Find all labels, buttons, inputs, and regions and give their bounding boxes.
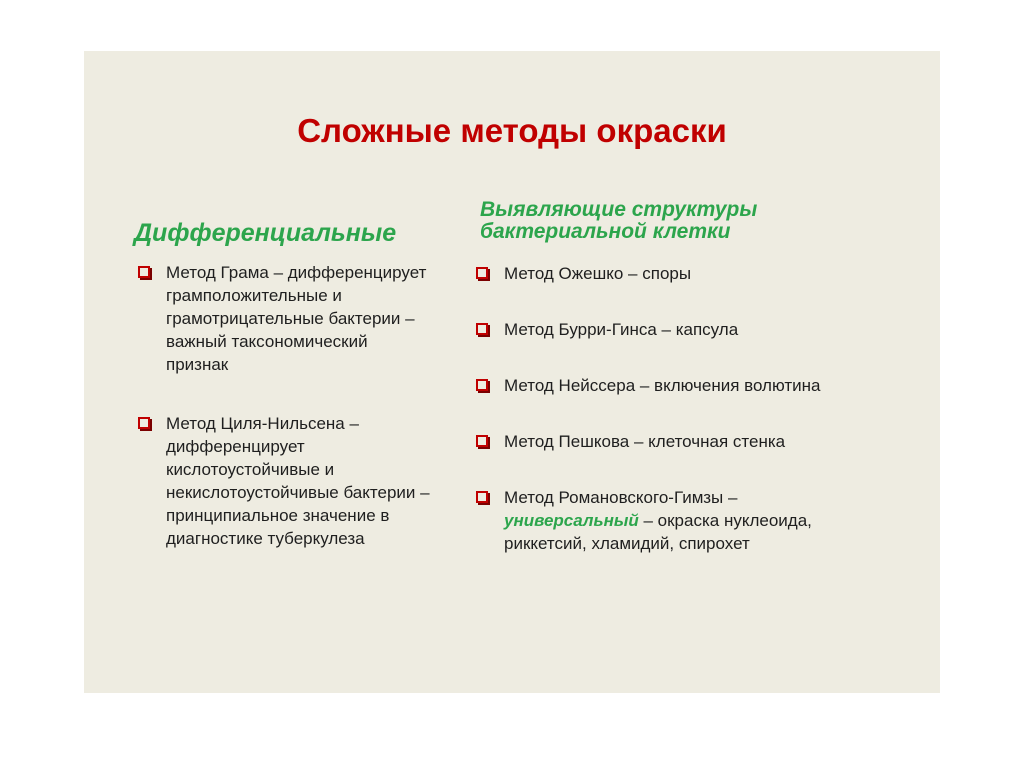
list-item-text: Метод Грама – дифференцирует грамположительные и грамотрицательные бактерии – важный таксономический признак [166, 263, 427, 374]
right-heading-line-1: Выявляющие структуры [480, 198, 758, 221]
left-method-list [134, 261, 434, 550]
list-item-gram [134, 261, 434, 376]
list-item-text-after: – окраска нуклеоида, риккетсий, хламидий, спирохет [504, 511, 812, 553]
list-item-ozheshko [472, 262, 912, 285]
list-item-ziehl-neelsen [134, 412, 434, 550]
right-column-heading [480, 199, 757, 243]
list-item-text-before: Метод Романовского-Гимзы – [504, 488, 738, 507]
checkbox-bullet-icon [138, 266, 150, 278]
left-column-heading: Дифференциальные [134, 219, 397, 247]
checkbox-bullet-icon [476, 267, 488, 279]
list-item-text: Метод Пешкова – клеточная стенка [504, 432, 786, 451]
slide [84, 51, 940, 693]
list-item-neisser [472, 374, 912, 397]
list-item-peshkov [472, 430, 912, 453]
checkbox-bullet-icon [476, 379, 488, 391]
right-heading-line-2: бактериальной клетки [480, 220, 731, 243]
slide-title: Сложные методы окраски [297, 112, 727, 149]
list-item-text: Метод Бурри-Гинса – капсула [504, 320, 739, 339]
universal-highlight: универсальный [504, 511, 639, 530]
checkbox-bullet-icon [476, 435, 488, 447]
list-item-burri-gins [472, 318, 912, 341]
list-item-romanovsky-giemsa [472, 486, 864, 555]
checkbox-bullet-icon [476, 491, 488, 503]
list-item-text: Метод Ожешко – споры [504, 264, 692, 283]
list-item-text: Метод Нейссера – включения волютина [504, 376, 821, 395]
checkbox-bullet-icon [476, 323, 488, 335]
checkbox-bullet-icon [138, 417, 150, 429]
right-method-list [472, 262, 912, 555]
list-item-text: Метод Циля-Нильсена – дифференцирует кислотоустойчивые и некислотоустойчивые бактерии – принципиальное значение в диагностике туберкулеза [166, 414, 430, 548]
